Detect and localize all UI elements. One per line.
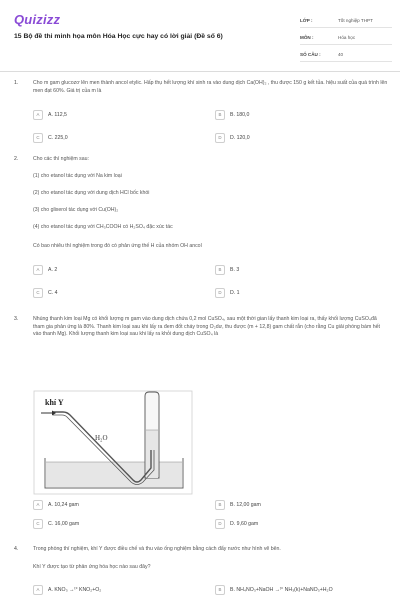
option-b[interactable] [215, 263, 239, 276]
option-d[interactable] [215, 131, 250, 144]
option-text: B. NH₄NO₃+NaOH →ᵗ° NH₃(k)+NaNO₃+H₂O [230, 586, 333, 593]
option-letter: A [33, 585, 43, 595]
question-number: 4. [14, 546, 19, 552]
option-letter: D [215, 519, 225, 529]
header-divider [0, 71, 400, 72]
quiz-meta [300, 13, 392, 64]
option-letter: A [33, 110, 43, 120]
meta-value: Hóa học [338, 34, 356, 40]
quiz-header [0, 0, 400, 72]
option-b[interactable] [215, 498, 261, 511]
option-letter: C [33, 288, 43, 298]
option-letter: A [33, 500, 43, 510]
option-a[interactable] [33, 498, 79, 511]
experiment-line: (1) cho etanol tác dụng với Na kim loại [33, 173, 122, 179]
option-text: B. 12,00 gam [230, 501, 261, 508]
question-prompt: Có bao nhiêu thí nghiệm trong đó có phản ứng thế H của nhóm OH ancol [33, 243, 202, 249]
option-letter: C [33, 519, 43, 529]
meta-value: 40 [338, 51, 344, 57]
meta-value: Tốt nghiệp THPT [338, 17, 373, 23]
question-text: Cho các thí nghiệm sau: [33, 156, 89, 162]
option-d[interactable] [215, 517, 258, 530]
option-a[interactable] [33, 263, 57, 276]
option-c[interactable] [33, 131, 68, 144]
option-text: D. 1 [230, 289, 240, 296]
option-c[interactable] [33, 286, 58, 299]
option-text: C. 225,0 [48, 134, 68, 141]
quizizz-logo: Quizizz [14, 12, 61, 27]
question-text: Cho m gam glucozơ lên men thành ancol etylic. Hấp thụ hết lượng khí sinh ra vào dung dịch Ca(OH)₂ , thu được 150 g kết tủa. hiệu suất của quá trình lên men đạt 60%. Giá trị của m là [33, 80, 388, 94]
question-number: 3. [14, 316, 19, 322]
option-text: A. 112,5 [48, 111, 67, 118]
option-text: B. 3 [230, 266, 240, 273]
option-text: D. 9,60 gam [230, 520, 259, 527]
experiment-line: (2) cho etanol tác dụng với dung dịch HCl bốc khói [33, 190, 150, 196]
gas-label: khí Y [45, 398, 64, 407]
question-text: Nhúng thanh kim loại Mg có khối lượng m gam vào dung dịch chứa 0,2 mol CuSO₄, sau một thời gian lấy thanh kim loại ra, thấy khối lượng CuSO₄đã tham gia phản ứng là 80%. Thanh kim loại sau khi lấy ra đem đốt cháy trong O₂dư, thu được (m + 12,8) gam chất rắn (cho rằng Cu giải phóng bám hết vào thanh Mg). Khối lượng thanh kim loại sau khi lấy ra khỏi dung dịch CuSO₄ là [33, 316, 380, 338]
option-text: D. 120,0 [230, 134, 250, 141]
option-letter: D [215, 288, 225, 298]
option-letter: B [215, 585, 225, 595]
option-text: C. 4 [48, 289, 58, 296]
question-text: Trong phòng thí nghiệm, khí Y được điều chế và thu vào ống nghiệm bằng cách đẩy nước như hình vẽ bên. [33, 546, 281, 552]
option-text: A. 2 [48, 266, 58, 273]
option-letter: D [215, 133, 225, 143]
option-a[interactable] [33, 583, 101, 596]
option-letter: B [215, 110, 225, 120]
option-letter: B [215, 265, 225, 275]
meta-count-row [300, 47, 392, 62]
option-text: C. 16,00 gam [48, 520, 80, 527]
water-label: H₂O [95, 434, 108, 442]
option-text: A. 10,24 gam [48, 501, 79, 508]
basin-water [46, 462, 182, 487]
question-number: 2. [14, 156, 19, 162]
question-prompt: Khí Y được tạo từ phản ứng hóa học nào sau đây? [33, 564, 151, 570]
meta-label: SỐ CÂU : [300, 51, 321, 57]
page-title: 15 Bộ đề thi minh họa môn Hóa Học cực hay có lời giải (Đề số 6) [14, 33, 223, 40]
option-letter: C [33, 133, 43, 143]
option-letter: B [215, 500, 225, 510]
option-text: A. KNO₃ →ᵗ° KNO₂+O₂ [48, 586, 102, 593]
option-a[interactable] [33, 108, 67, 121]
option-c[interactable] [33, 517, 79, 530]
gas-collection-figure [33, 390, 193, 495]
option-d[interactable] [215, 286, 240, 299]
meta-label: LỚP : [300, 17, 313, 23]
option-b[interactable] [215, 108, 249, 121]
experiment-line: (4) cho etanol tác dụng với CH₃COOH có H₂SO₄ đặc xúc tác [33, 224, 173, 230]
experiment-line: (3) cho glixerol tác dụng với Cu(OH)₂ [33, 207, 119, 213]
meta-class-row [300, 13, 392, 28]
option-b[interactable] [215, 583, 333, 596]
option-letter: A [33, 265, 43, 275]
meta-label: MÔN : [300, 34, 314, 40]
meta-subject-row [300, 30, 392, 45]
option-text: B. 180,0 [230, 111, 250, 118]
question-number: 1. [14, 80, 19, 86]
